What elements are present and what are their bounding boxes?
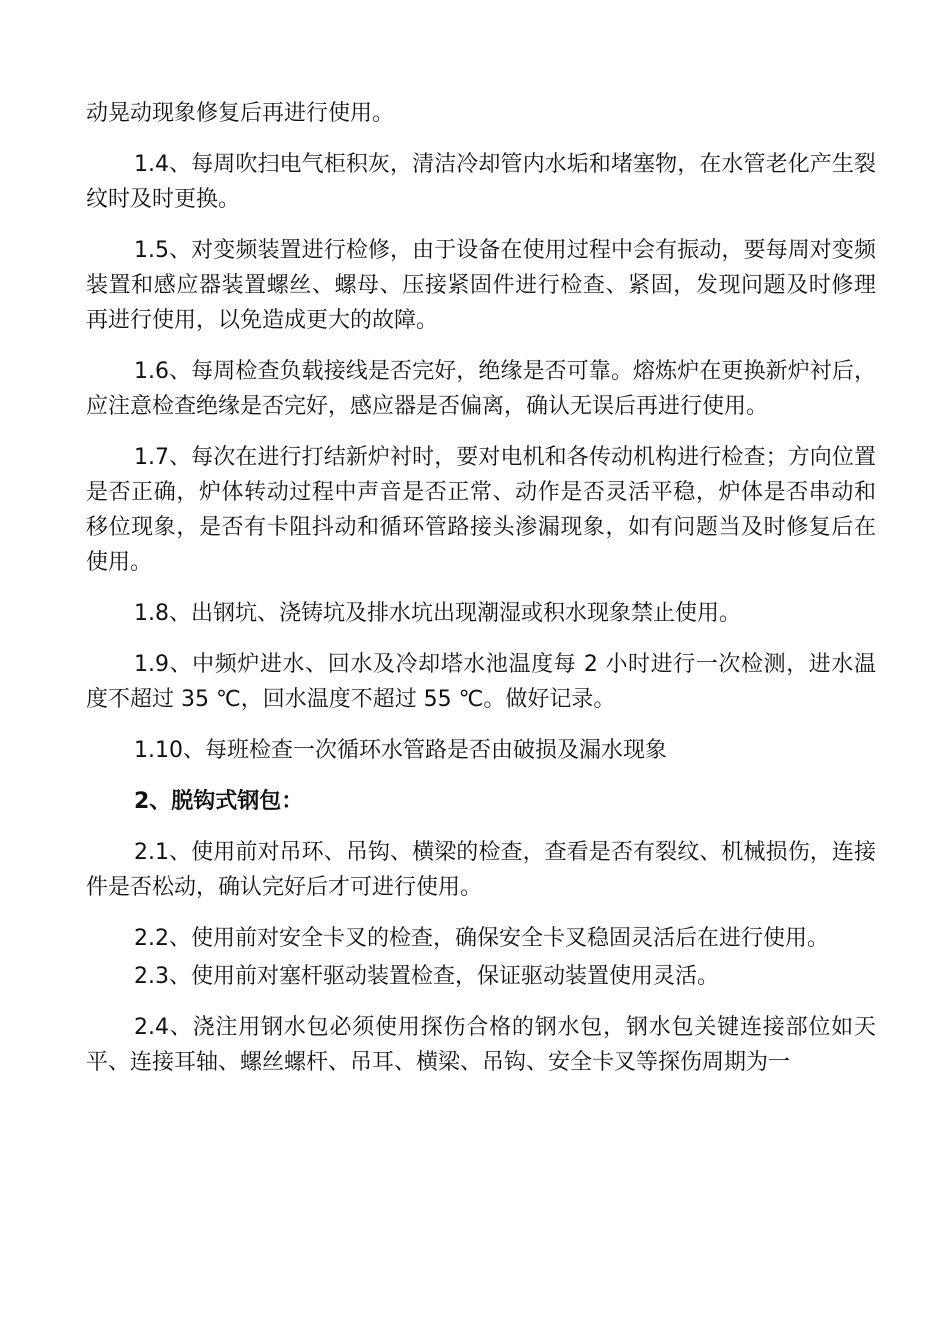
paragraph-1-4: 1.4、每周吹扫电气柜积灰，清洁冷却管内水垢和堵塞物，在水管老化产生裂纹时及时更换。 <box>86 152 876 212</box>
paragraph-1-8: 1.8、出钢坑、浇铸坑及排水坑出现潮湿或积水现象禁止使用。 <box>134 601 741 626</box>
paragraph-2-4: 2.4、浇注用钢水包必须使用探伤合格的钢水包，钢水包关键连接部位如天平、连接耳轴、螺丝螺杆、吊耳、横梁、吊钩、安全卡叉等探伤周期为一 <box>86 1015 876 1075</box>
paragraph-1-9: 1.9、中频炉进水、回水及冷却塔水池温度每 2 小时进行一次检测，进水温度不超过 35 ℃，回水温度不超过 55 ℃。做好记录。 <box>86 652 876 712</box>
paragraph-1-5: 1.5、对变频装置进行检修，由于设备在使用过程中会有振动，要每周对变频装置和感应器装置螺丝、螺母、压接紧固件进行检查、紧固，发现问题及时修理再进行使用，以免造成更大的故障。 <box>86 238 876 333</box>
paragraph-2-1: 2.1、使用前对吊环、吊钩、横梁的检查，查看是否有裂纹、机械损伤，连接件是否松动，确认完好后才可进行使用。 <box>86 840 876 900</box>
section-heading-2: 2、脱钩式钢包： <box>134 789 304 814</box>
paragraph-1-10: 1.10、每班检查一次循环水管路是否由破损及漏水现象 <box>134 738 667 763</box>
paragraph-continuation: 动晃动现象修复后再进行使用。 <box>86 101 395 126</box>
paragraph-2-3: 2.3、使用前对塞杆驱动装置检查，保证驱动装置使用灵活。 <box>134 964 719 989</box>
paragraph-2-2: 2.2、使用前对安全卡叉的检查，确保安全卡叉稳固灵活后在进行使用。 <box>134 926 829 951</box>
paragraph-1-7: 1.7、每次在进行打结新炉衬时，要对电机和各传动机构进行检查；方向位置是否正确，炉体转动过程中声音是否正常、动作是否灵活平稳，炉体是否串动和移位现象，是否有卡阻抖动和循环管路接头渗漏现象，如有问题当及时修复后在使用。 <box>86 445 876 575</box>
paragraph-1-6: 1.6、每周检查负载接线是否完好，绝缘是否可靠。熔炼炉在更换新炉衬后，应注意检查绝缘是否完好，感应器是否偏离，确认无误后再进行使用。 <box>86 359 876 419</box>
document-page <box>86 96 876 1080</box>
